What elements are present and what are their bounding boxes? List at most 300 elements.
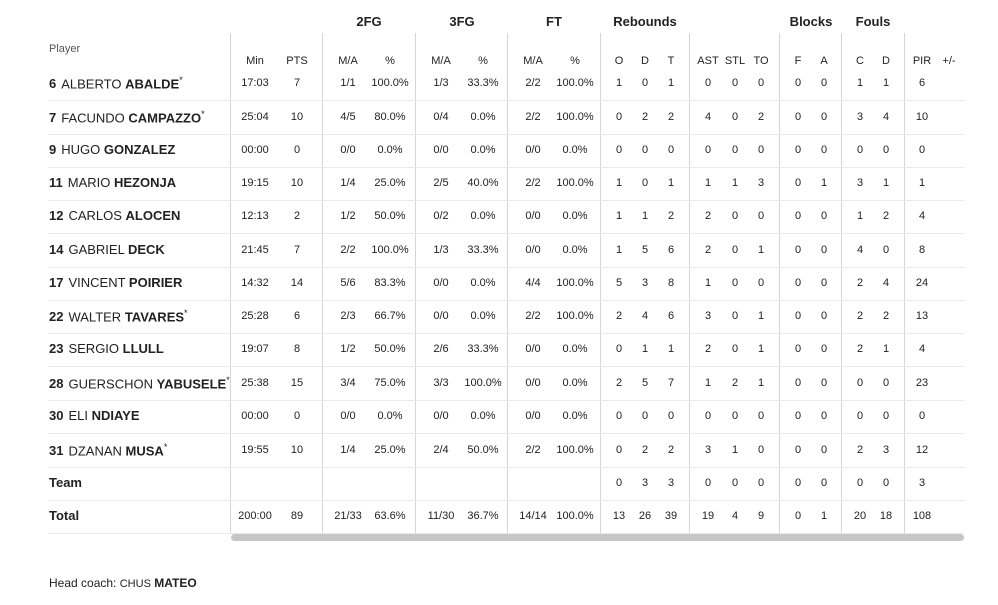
stat-cell: 1 — [856, 77, 864, 89]
stat-cell: 0 — [882, 410, 890, 422]
group-header-blocks: Blocks — [789, 14, 833, 29]
stat-cell: 15 — [290, 377, 304, 389]
stat-cell: 0 — [794, 510, 802, 522]
group-header-ft: FT — [546, 14, 562, 29]
stat-cell: 2/2 — [340, 244, 356, 256]
stat-cell: 3/3 — [433, 377, 449, 389]
stat-cell: 0 — [641, 144, 649, 156]
row-divider — [48, 366, 964, 367]
stat-cell: 3 — [918, 477, 926, 489]
stat-cell: 2 — [704, 210, 712, 222]
stat-cell: 0 — [757, 144, 765, 156]
stat-cell: 2/4 — [433, 444, 449, 456]
stat-cell: 3 — [641, 477, 649, 489]
stat-cell: 2 — [731, 377, 739, 389]
player-name-link[interactable] — [49, 375, 230, 391]
stat-cell: 3 — [704, 310, 712, 322]
stat-cell: 0 — [731, 77, 739, 89]
stat-cell: 4 — [641, 310, 649, 322]
stat-cell: 2 — [615, 310, 623, 322]
player-first-name: DZANAN — [68, 443, 126, 459]
player-name-link[interactable] — [49, 341, 164, 356]
stat-cell: 14 — [290, 277, 304, 289]
column-header: Min — [246, 55, 264, 67]
column-header: M/A — [523, 55, 543, 67]
stat-cell: 0/0 — [525, 210, 541, 222]
player-number: 6 — [49, 76, 57, 92]
stat-cell: 4 — [704, 111, 712, 123]
column-header: +/- — [942, 55, 956, 67]
stat-cell: 2 — [704, 343, 712, 355]
stat-cell: 0 — [820, 277, 828, 289]
player-name-link[interactable] — [49, 442, 167, 458]
stat-cell: 0.0% — [470, 310, 496, 322]
stat-cell: 3 — [856, 177, 864, 189]
stat-cell: 100.0% — [556, 177, 594, 189]
stat-cell: 0.0% — [562, 343, 588, 355]
stat-cell: 0 — [704, 77, 712, 89]
column-header: O — [614, 55, 624, 67]
stat-cell: 100.0% — [556, 310, 594, 322]
stat-cell: 2 — [856, 310, 864, 322]
column-header: A — [820, 55, 828, 67]
column-header: D — [641, 55, 649, 67]
stat-cell: 0 — [615, 477, 623, 489]
stat-cell: 10 — [290, 177, 304, 189]
stat-cell: 0 — [794, 144, 802, 156]
stat-cell: 8 — [293, 343, 301, 355]
stat-cell: 0 — [757, 277, 765, 289]
player-first-name: ELI — [68, 408, 92, 423]
stat-cell: 33.3% — [467, 244, 499, 256]
stat-cell: 100.0% — [556, 277, 594, 289]
stat-cell: 2/3 — [340, 310, 356, 322]
stat-cell: 10 — [290, 111, 304, 123]
player-first-name: WALTER — [68, 309, 125, 325]
stat-cell: 2 — [667, 111, 675, 123]
stat-cell: 0 — [794, 177, 802, 189]
player-number: 7 — [49, 110, 57, 126]
stat-cell: 50.0% — [374, 210, 406, 222]
player-name-link[interactable] — [49, 75, 183, 91]
stat-cell: 13 — [612, 510, 626, 522]
stat-cell: 7 — [293, 77, 301, 89]
stat-cell: 0.0% — [562, 410, 588, 422]
stat-cell: 0 — [641, 410, 649, 422]
stat-cell: 1 — [820, 177, 828, 189]
stat-cell: 39 — [664, 510, 678, 522]
player-last-name: DECK — [127, 242, 165, 257]
stat-cell: 3 — [882, 444, 890, 456]
player-number: 28 — [49, 376, 64, 392]
stat-cell: 1 — [615, 210, 623, 222]
stat-cell: 89 — [290, 510, 304, 522]
player-first-name: CARLOS — [68, 208, 126, 223]
stat-cell: 0/0 — [433, 410, 449, 422]
row-divider — [48, 400, 964, 401]
stat-cell: 0 — [856, 144, 864, 156]
column-header: C — [856, 55, 864, 67]
stat-cell: 25:04 — [241, 111, 269, 123]
stat-cell: 00:00 — [241, 144, 269, 156]
stat-cell: 2 — [667, 210, 675, 222]
stat-cell: 19:15 — [241, 177, 269, 189]
stat-cell: 10 — [290, 444, 304, 456]
stat-cell: 2 — [757, 111, 765, 123]
stat-cell: 8 — [918, 244, 926, 256]
stat-cell: 1/2 — [340, 343, 356, 355]
stat-cell: 0/0 — [433, 277, 449, 289]
stat-cell: 10 — [915, 111, 929, 123]
player-last-name: YABUSELE — [156, 376, 227, 392]
player-name-link[interactable] — [49, 308, 188, 324]
stat-cell: 4 — [918, 210, 926, 222]
stat-cell: 3 — [704, 444, 712, 456]
stat-cell: 1 — [641, 210, 649, 222]
stat-cell: 0 — [757, 477, 765, 489]
stat-cell: 50.0% — [467, 444, 499, 456]
stat-cell: 12 — [915, 444, 929, 456]
stat-cell: 1 — [704, 377, 712, 389]
stat-cell: 0 — [820, 77, 828, 89]
stat-cell: 100.0% — [556, 111, 594, 123]
stat-cell: 1 — [882, 77, 890, 89]
stat-cell: 100.0% — [556, 510, 594, 522]
stat-cell: 0 — [882, 244, 890, 256]
stat-cell: 0 — [794, 343, 802, 355]
stat-cell: 0.0% — [470, 144, 496, 156]
stat-cell: 2 — [882, 210, 890, 222]
stat-cell: 1 — [704, 177, 712, 189]
stat-cell: 0 — [794, 310, 802, 322]
column-header: % — [478, 55, 488, 67]
stat-cell: 0 — [615, 343, 623, 355]
stat-cell: 0 — [882, 377, 890, 389]
stat-cell: 0.0% — [470, 410, 496, 422]
stat-cell: 100.0% — [464, 377, 502, 389]
stat-cell: 2/2 — [525, 310, 541, 322]
player-column-header: Player — [49, 43, 81, 55]
stat-cell: 0.0% — [377, 144, 403, 156]
stat-cell: 4/5 — [340, 111, 356, 123]
stat-cell: 7 — [667, 377, 675, 389]
stat-cell: 1/3 — [433, 244, 449, 256]
stat-cell: 21/33 — [334, 510, 362, 522]
stat-cell: 1 — [704, 277, 712, 289]
stat-cell: 5/6 — [340, 277, 356, 289]
player-last-name: CAMPAZZO — [128, 110, 202, 126]
group-header-rebounds: Rebounds — [613, 14, 677, 29]
stat-cell: 0 — [856, 477, 864, 489]
stat-cell: 1 — [757, 310, 765, 322]
stat-cell: 0 — [293, 410, 301, 422]
stat-cell: 14/14 — [519, 510, 547, 522]
stat-cell: 0 — [820, 343, 828, 355]
stat-cell: 0.0% — [470, 111, 496, 123]
stat-cell: 0 — [731, 477, 739, 489]
player-first-name: HUGO — [61, 142, 104, 157]
player-last-name: POIRIER — [128, 275, 183, 290]
stat-cell: 2/2 — [525, 111, 541, 123]
stat-cell: 3 — [757, 177, 765, 189]
player-last-name: LLULL — [122, 341, 164, 356]
stat-cell: 0 — [794, 444, 802, 456]
stat-cell: 14:32 — [241, 277, 269, 289]
stat-cell: 19:55 — [241, 444, 269, 456]
row-divider — [48, 267, 964, 268]
player-name-link[interactable] — [49, 408, 140, 423]
stat-cell: 1/4 — [340, 444, 356, 456]
row-divider — [48, 100, 964, 101]
stat-cell: 1/1 — [340, 77, 356, 89]
column-header: % — [385, 55, 395, 67]
stat-cell: 6 — [918, 77, 926, 89]
row-divider — [48, 500, 964, 501]
stat-cell: 26 — [638, 510, 652, 522]
stat-cell: 100.0% — [556, 444, 594, 456]
starter-marker: * — [226, 375, 230, 385]
stat-cell: 3 — [641, 277, 649, 289]
stat-cell: 3 — [856, 111, 864, 123]
stat-cell: 0 — [731, 277, 739, 289]
stat-cell: 0/0 — [340, 410, 356, 422]
stat-cell: 0.0% — [562, 244, 588, 256]
stat-cell: 1 — [615, 244, 623, 256]
column-header: TO — [753, 55, 769, 67]
stat-cell: 0 — [731, 343, 739, 355]
stat-cell: 0.0% — [562, 144, 588, 156]
stat-cell: 2 — [882, 310, 890, 322]
stat-cell: 9 — [757, 510, 765, 522]
stat-cell: 75.0% — [374, 377, 406, 389]
head-coach — [49, 576, 197, 590]
stat-cell: 100.0% — [371, 77, 409, 89]
stat-cell: 100.0% — [556, 77, 594, 89]
head-coach-first-name: CHUS — [119, 578, 151, 590]
stat-cell: 18 — [879, 510, 893, 522]
stat-cell: 2 — [856, 277, 864, 289]
stat-cell: 50.0% — [374, 343, 406, 355]
player-first-name: VINCENT — [68, 275, 129, 290]
stat-cell: 2 — [293, 210, 301, 222]
stat-cell: 0 — [794, 111, 802, 123]
stat-cell: 0 — [731, 210, 739, 222]
stat-cell: 0 — [882, 477, 890, 489]
stat-cell: 0 — [820, 377, 828, 389]
stat-cell: 25.0% — [374, 444, 406, 456]
stat-cell: 0.0% — [470, 210, 496, 222]
stat-cell: 2 — [641, 111, 649, 123]
player-number: 9 — [49, 142, 57, 157]
stat-cell: 1 — [615, 77, 623, 89]
stat-cell: 0 — [704, 144, 712, 156]
column-header: PTS — [286, 55, 308, 67]
stat-cell: 0.0% — [470, 277, 496, 289]
player-last-name: ABALDE — [125, 76, 180, 92]
starter-marker: * — [163, 442, 168, 452]
player-number: 30 — [49, 408, 64, 423]
stat-cell: 0 — [820, 244, 828, 256]
horizontal-scrollbar[interactable] — [231, 534, 964, 541]
stat-cell: 3 — [667, 477, 675, 489]
stat-cell: 36.7% — [467, 510, 499, 522]
stat-cell: 0 — [918, 144, 926, 156]
stat-cell: 7 — [293, 244, 301, 256]
column-header: % — [570, 55, 580, 67]
column-header: T — [667, 55, 675, 67]
stat-cell: 80.0% — [374, 111, 406, 123]
stat-cell: 2/2 — [525, 444, 541, 456]
stat-cell: 0/0 — [525, 377, 541, 389]
stat-cell: 0 — [667, 410, 675, 422]
stat-cell: 0 — [794, 410, 802, 422]
stat-cell: 2/5 — [433, 177, 449, 189]
player-first-name: GABRIEL — [68, 242, 128, 257]
stat-cell: 0 — [731, 144, 739, 156]
stat-cell: 0/0 — [340, 144, 356, 156]
column-header: STL — [724, 55, 746, 67]
group-header-fouls: Fouls — [855, 14, 891, 29]
stat-cell: 23 — [915, 377, 929, 389]
stat-cell: 0 — [731, 310, 739, 322]
stat-cell: 0 — [882, 144, 890, 156]
stat-cell: 2/2 — [525, 77, 541, 89]
row-divider — [48, 333, 964, 334]
stat-cell: 1/3 — [433, 77, 449, 89]
stat-cell: 2/2 — [525, 177, 541, 189]
stat-cell: 1 — [641, 343, 649, 355]
row-divider — [48, 300, 964, 301]
stat-cell: 0 — [820, 144, 828, 156]
player-first-name: FACUNDO — [61, 110, 129, 126]
stat-cell: 1/2 — [340, 210, 356, 222]
stat-cell: 25:38 — [241, 377, 269, 389]
row-divider — [48, 233, 964, 234]
stat-cell: 0/2 — [433, 210, 449, 222]
stat-cell: 0 — [820, 111, 828, 123]
stat-cell: 1 — [856, 210, 864, 222]
stat-cell: 12:13 — [241, 210, 269, 222]
player-number: 14 — [49, 242, 64, 257]
stat-cell: 1 — [731, 444, 739, 456]
player-number: 22 — [49, 309, 64, 325]
player-number: 11 — [49, 175, 63, 190]
stat-cell: 19:07 — [241, 343, 269, 355]
stat-cell: 2 — [704, 244, 712, 256]
row-divider — [48, 433, 964, 434]
stat-cell: 4 — [731, 510, 739, 522]
stat-cell: 66.7% — [374, 310, 406, 322]
stat-cell: 0 — [641, 77, 649, 89]
stat-cell: 0 — [615, 111, 623, 123]
stat-cell: 25.0% — [374, 177, 406, 189]
player-name-link[interactable] — [49, 109, 205, 125]
stat-cell: 0 — [820, 410, 828, 422]
stat-cell: 33.3% — [467, 77, 499, 89]
stat-cell: 5 — [641, 244, 649, 256]
stat-cell: 0 — [820, 477, 828, 489]
player-last-name: MUSA — [125, 443, 164, 459]
stat-cell: 0 — [615, 144, 623, 156]
stat-cell: 0 — [794, 210, 802, 222]
stat-cell: 0 — [918, 410, 926, 422]
stat-cell: 0 — [731, 410, 739, 422]
stat-cell: 1 — [667, 77, 675, 89]
stat-cell: 0 — [757, 444, 765, 456]
stat-cell: 24 — [915, 277, 929, 289]
stat-cell: 0 — [757, 210, 765, 222]
stat-cell: 2 — [641, 444, 649, 456]
total-row-label: Total — [49, 508, 80, 523]
stat-cell: 4 — [882, 111, 890, 123]
stat-cell: 0 — [704, 477, 712, 489]
stat-cell: 4 — [856, 244, 864, 256]
stat-cell: 1 — [615, 177, 623, 189]
player-number: 12 — [49, 208, 64, 223]
starter-marker: * — [201, 109, 205, 119]
head-coach-label: Head coach: — [49, 576, 117, 590]
player-first-name: ALBERTO — [61, 76, 126, 92]
row-divider — [48, 467, 964, 468]
stat-cell: 0/0 — [433, 144, 449, 156]
player-last-name: NDIAYE — [91, 408, 140, 423]
player-last-name: TAVARES — [124, 309, 185, 325]
player-first-name: SERGIO — [68, 341, 123, 356]
player-name-link[interactable] — [49, 208, 180, 223]
stat-cell: 0/0 — [525, 144, 541, 156]
stat-cell: 0 — [820, 444, 828, 456]
stat-cell: 100.0% — [371, 244, 409, 256]
stat-cell: 1 — [757, 244, 765, 256]
stat-cell: 6 — [667, 244, 675, 256]
stat-cell: 0 — [731, 244, 739, 256]
stat-cell: 17:03 — [241, 77, 269, 89]
stat-cell: 2 — [856, 343, 864, 355]
stat-cell: 1/4 — [340, 177, 356, 189]
stat-cell: 0 — [856, 410, 864, 422]
stat-cell: 0 — [794, 277, 802, 289]
stat-cell: 5 — [641, 377, 649, 389]
stat-cell: 0 — [615, 444, 623, 456]
stat-cell: 2 — [667, 444, 675, 456]
stat-cell: 8 — [667, 277, 675, 289]
player-name-link[interactable] — [49, 142, 175, 157]
player-first-name: GUERSCHON — [68, 376, 157, 392]
player-name-link[interactable] — [49, 242, 165, 257]
player-first-name: MARIO — [67, 175, 114, 190]
stat-cell: 1 — [882, 343, 890, 355]
row-divider — [48, 200, 964, 201]
stat-cell: 0/0 — [525, 410, 541, 422]
stat-cell: 0 — [794, 244, 802, 256]
column-header: M/A — [431, 55, 451, 67]
row-divider — [48, 167, 964, 168]
player-last-name: HEZONJA — [113, 175, 177, 190]
player-name-link[interactable] — [49, 175, 176, 190]
column-header: AST — [697, 55, 719, 67]
group-header-fg2: 2FG — [356, 14, 382, 29]
stat-cell: 00:00 — [241, 410, 269, 422]
stat-cell: 6 — [667, 310, 675, 322]
stat-cell: 0 — [667, 144, 675, 156]
stat-cell: 83.3% — [374, 277, 406, 289]
stat-cell: 1 — [667, 177, 675, 189]
player-name-link[interactable] — [49, 275, 182, 290]
stat-cell: 25:28 — [241, 310, 269, 322]
head-coach-last-name: MATEO — [154, 576, 197, 590]
stat-cell: 0 — [615, 410, 623, 422]
starter-marker: * — [184, 308, 188, 318]
